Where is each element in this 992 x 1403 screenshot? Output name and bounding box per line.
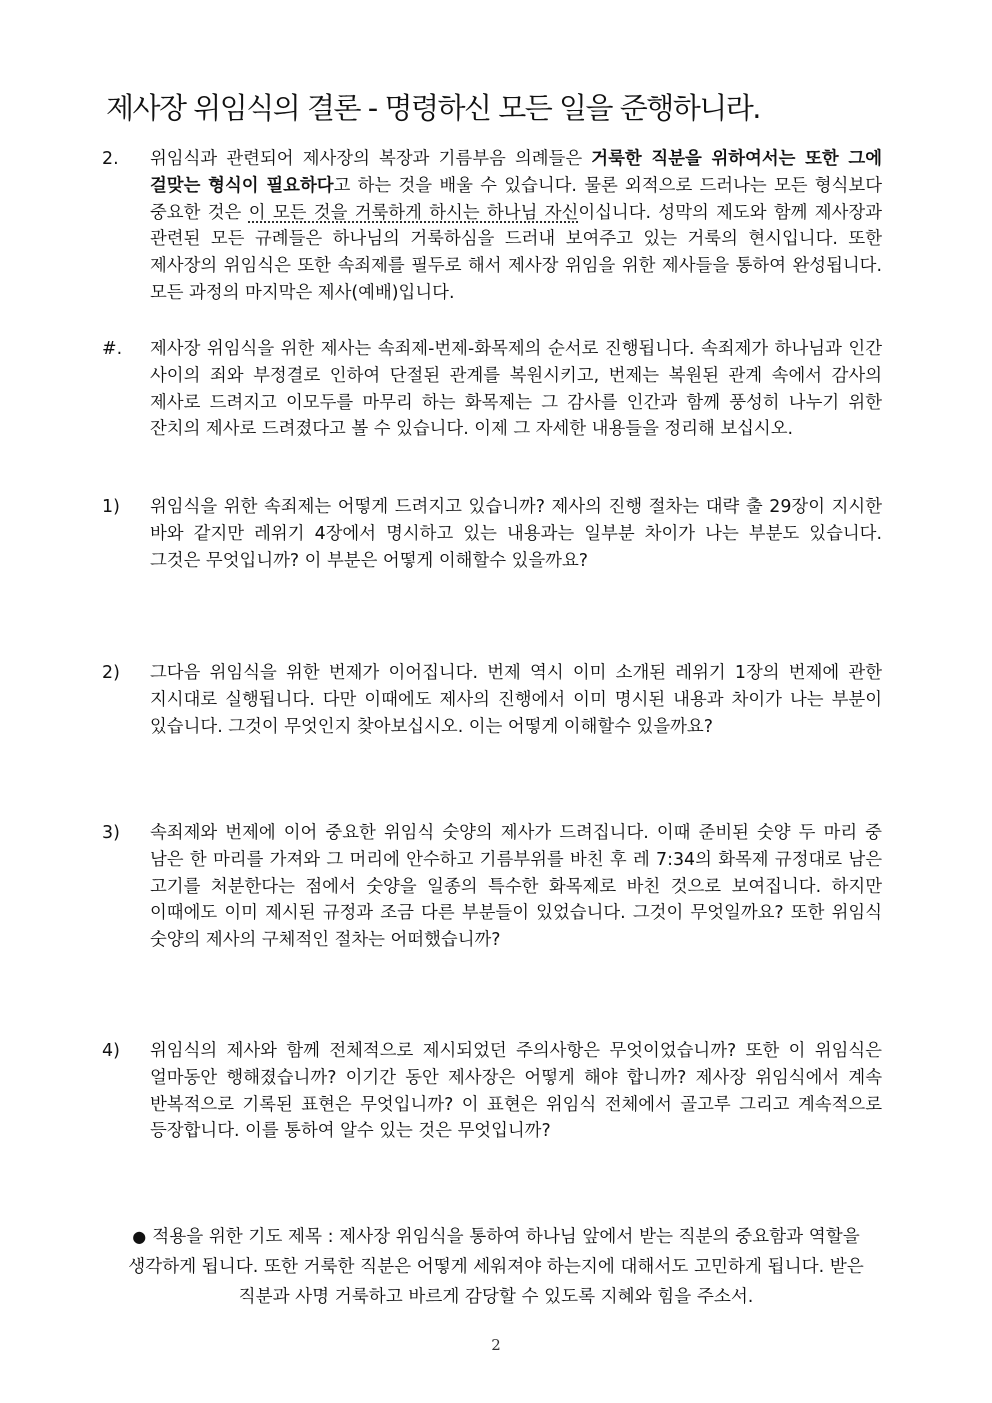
prayer-text: 적용을 위한 기도 제목 : 제사장 위임식을 통하여 하나님 앞에서 받는 직분의 중요함과 역할을 생각하게 됩니다. 또한 거룩한 직분은 어떻게 세워져야 하는지에 대해서도 고민하게 됩니다. 받은 직분과 사명 거룩하고 바르게 감당할 수 있도록 지혜와 힘을 주소서.: [128, 1227, 864, 1307]
intro-number: 2.: [102, 149, 119, 169]
question-2: [102, 660, 882, 740]
hash-number: #.: [102, 339, 123, 359]
question-1-text: 위임식을 위한 속죄제는 어떻게 드려지고 있습니까? 제사의 진행 절차는 대략 출 29장이 지시한 바와 같지만 레위기 4장에서 명시하고 있는 내용과는 일부분 차이가 나는 부분도 있습니다. 그것은 무엇입니까? 이 부분은 어떻게 이해할수 있을까요?: [150, 497, 882, 571]
intro-bold-text: 거룩한 직분을 위하여서는 또한 그에 걸맞는 형식이 필요하다: [150, 149, 882, 196]
intro-text-2: 고 하는 것을 배울 수 있습니다. 물론 외적으로 드러나는 모든 형식보다 중요한 것은: [150, 175, 882, 223]
question-4-number: 4): [102, 1041, 120, 1061]
page-number: 2: [491, 1336, 501, 1354]
question-2-number: 2): [102, 663, 120, 683]
question-3-number: 3): [102, 823, 120, 843]
question-1-number: 1): [102, 497, 120, 517]
intro-text-3: 이십니다. 성막의 제도와 함께 제사장과 관련된 모든 규례들은 하나님의 거룩하심을 드러내 보여주고 있는 거룩의 현시입니다. 또한 제사장의 위임식은 또한 속죄제를 필두로 해서 제사장 위임을 위한 제사들을 통하여 완성됩니다. 모든 과정의 마지막은 제사(예배)입니다.: [150, 202, 883, 303]
question-1: [102, 494, 882, 574]
intro-text-1: 위임식과 관련되어 제사장의 복장과 기름부음 의례들은: [150, 149, 592, 169]
question-4: [102, 1038, 882, 1145]
prayer-topic: [120, 1222, 872, 1312]
question-3-text: 속죄제와 번제에 이어 중요한 위임식 숫양의 제사가 드려집니다. 이때 준비된 숫양 두 마리 중 남은 한 마리를 가져와 그 머리에 안수하고 기름부위를 바친 후 레 7:34의 화목제 규정대로 남은 고기를 처분한다는 점에서 숫양을 일종의 특수한 화목제로 바친 것으로 보여집니다. 하지만 이때에도 이미 제시된 규정과 조금 다른 부분들이 있었습니다. 그것이 무엇일까요? 또한 위임식 숫양의 제사의 구체적인 절차는 어떠했습니까?: [150, 823, 882, 951]
intro-dotted-text: 이 모든 것을 거룩하게 하시는 하나님 자신: [248, 202, 579, 223]
question-3: [102, 820, 882, 954]
hash-text: 제사장 위임식을 위한 제사는 속죄제-번제-화목제의 순서로 진행됩니다. 속죄제가 하나님과 인간 사이의 죄와 부정결로 인하여 단절된 관계를 복원시키고, 번제는 복원된 관계 속에서 감사의 제사로 드려지고 이모두를 마무리 하는 화목제는 그 감사를 인간과 함께 풍성히 나누기 위한 잔치의 제사로 드려졌다고 볼 수 있습니다. 이제 그 자세한 내용들을 정리해 보십시오.: [150, 339, 882, 440]
bullet-icon: ●: [132, 1227, 147, 1246]
page-title: 제사장 위임식의 결론 - 명령하신 모든 일을 준행하니라.: [106, 91, 761, 125]
intro-paragraph: [102, 146, 883, 307]
question-4-text: 위임식의 제사와 함께 전체적으로 제시되었던 주의사항은 무엇이었습니까? 또한 이 위임식은 얼마동안 행해졌습니까? 이기간 동안 제사장은 어떻게 해야 합니까? 제사장 위임식에서 계속 반복적으로 기록된 표현은 무엇입니까? 이 표현은 위임식 전체에서 골고루 그리고 계속적으로 등장합니다. 이를 통하여 알수 있는 것은 무엇입니까?: [150, 1041, 882, 1142]
question-2-text: 그다음 위임식을 위한 번제가 이어집니다. 번제 역시 이미 소개된 레위기 1장의 번제에 관한 지시대로 실행됩니다. 다만 이때에도 제사의 진행에서 이미 명시된 내용과 차이가 나는 부분이 있습니다. 그것이 무엇인지 찾아보십시오. 이는 어떻게 이해할수 있을까요?: [150, 663, 882, 737]
hash-paragraph: [102, 336, 882, 443]
